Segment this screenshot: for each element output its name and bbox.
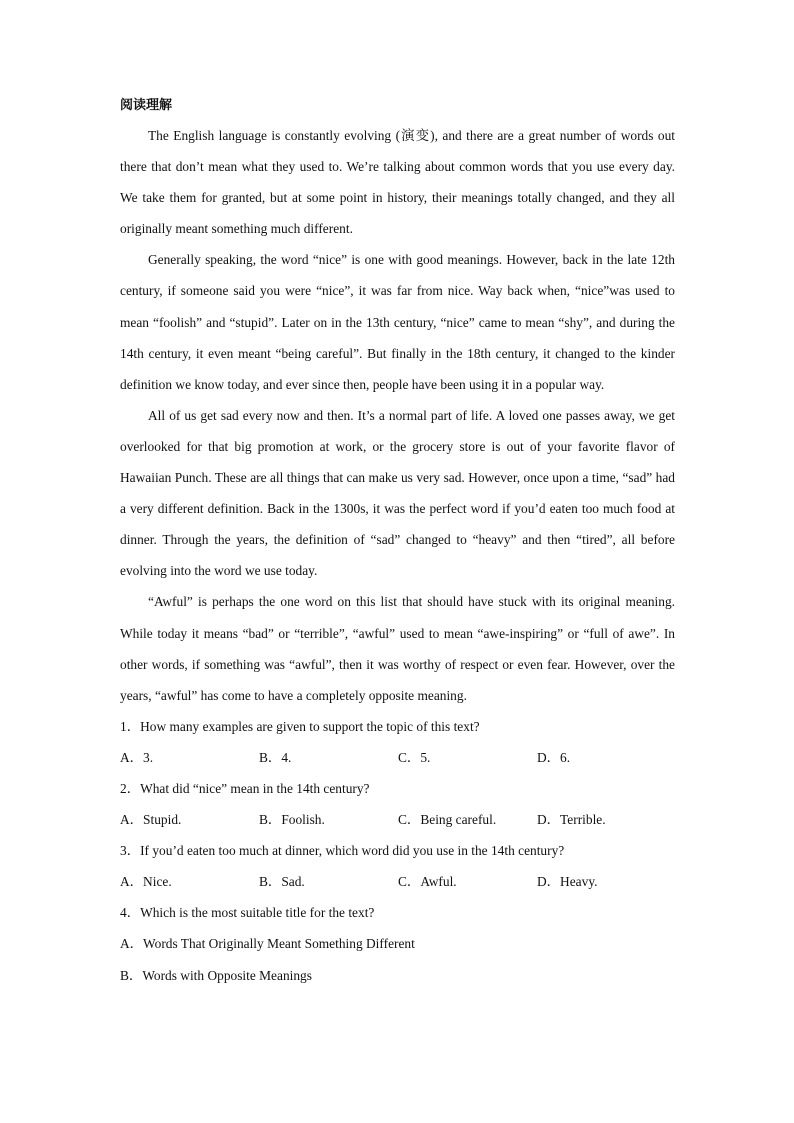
option-c: C．Being careful. bbox=[398, 812, 497, 828]
option-d: D．Heavy. bbox=[537, 874, 598, 890]
option-c: C．5. bbox=[398, 749, 431, 765]
answer-options bbox=[120, 742, 675, 773]
question-4 bbox=[120, 897, 675, 990]
option-a: A．3. bbox=[120, 749, 154, 765]
question-1 bbox=[120, 711, 675, 773]
question-stem: 3．If you’d eaten too much at dinner, which word did you use in the 14th century? bbox=[120, 843, 565, 859]
section-heading: 阅读理解 bbox=[120, 98, 173, 113]
option-b: B．Sad. bbox=[259, 874, 305, 890]
passage-paragraph: Generally speaking, the word “nice” is one with good meanings. However, back in the late 12th century, if someone said you were “nice”, it was far from nice. Way back when, “nice”was used to mean “foolish” and “stupid”. Later on in the 13th century, “nice” came to mean “shy”, and during the 14th century, it even meant “being careful”. But finally in the 18th century, it changed to the kinder definition we know today, and ever since then, people have been using it in a popular way. bbox=[120, 252, 675, 392]
question-stem: 2．What did “nice” mean in the 14th century? bbox=[120, 780, 370, 796]
question-3 bbox=[120, 835, 675, 897]
option-d: D．6. bbox=[537, 749, 571, 765]
option-d: D．Terrible. bbox=[537, 812, 606, 828]
passage-paragraph: All of us get sad every now and then. It’s a normal part of life. A loved one passes away, we get overlooked for that big promotion at work, or the grocery store is out of your favorite flavor of Hawaiian Punch. These are all things that can make us very sad. However, once upon a time, “sad” had a very different definition. Back in the 1300s, it was the perfect word if you’d eaten too much food at dinner. Through the years, the definition of “sad” changed to “heavy” and then “tired”, all before evolving into the word we use today. bbox=[120, 407, 675, 579]
option-c: C．Awful. bbox=[398, 874, 457, 890]
question-stem: 4．Which is the most suitable title for the text? bbox=[120, 905, 375, 921]
option-a: A．Stupid. bbox=[120, 812, 182, 828]
option-a: A．Words That Originally Meant Something Different bbox=[120, 936, 415, 952]
option-a: A．Nice. bbox=[120, 874, 172, 890]
answer-options bbox=[120, 866, 675, 897]
document-page bbox=[120, 94, 675, 991]
passage-paragraph: The English language is constantly evolving (演变), and there are a great number of words out there that don’t mean what they used to. We’re talking about common words that you use every day. We take them for granted, but at some point in history, their meanings totally changed, and they all originally meant something much different. bbox=[120, 128, 675, 237]
question-2 bbox=[120, 773, 675, 835]
option-b: B．Foolish. bbox=[259, 812, 325, 828]
option-b: B．4. bbox=[259, 749, 292, 765]
passage-paragraph: “Awful” is perhaps the one word on this list that should have stuck with its original meaning. While today it means “bad” or “terrible”, “awful” used to mean “awe-inspiring” or “full of awe”. In other words, if something was “awful”, then it was worthy of respect or even fear. However, over the years, “awful” has come to have a completely opposite meaning. bbox=[120, 594, 675, 703]
option-b: B．Words with Opposite Meanings bbox=[120, 967, 312, 983]
answer-options bbox=[120, 804, 675, 835]
question-stem: 1．How many examples are given to support the topic of this text? bbox=[120, 718, 480, 734]
